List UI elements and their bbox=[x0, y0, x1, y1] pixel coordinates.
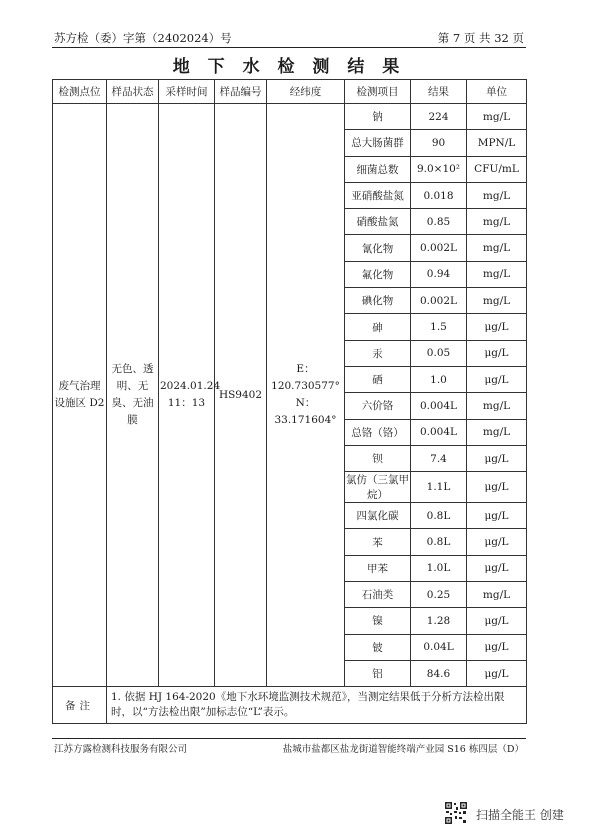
report-number: 苏方检（委）字第（2402024）号 bbox=[54, 31, 232, 45]
test-result: 0.002L bbox=[411, 235, 467, 261]
test-result: 0.05 bbox=[411, 340, 467, 366]
qr-code-icon bbox=[444, 801, 468, 825]
test-result: 0.004L bbox=[411, 393, 467, 419]
test-item: 氰化物 bbox=[345, 235, 411, 261]
test-result: 1.0L bbox=[411, 555, 467, 581]
test-item: 氟化物 bbox=[345, 261, 411, 287]
test-item: 总铬（铬） bbox=[345, 419, 411, 445]
test-unit: μg/L bbox=[467, 472, 527, 503]
note-row bbox=[53, 687, 527, 724]
test-item: 亚硝酸盐氮 bbox=[345, 182, 411, 208]
sample-clock: 11：13 bbox=[167, 397, 206, 410]
test-unit: mg/L bbox=[467, 582, 527, 608]
sample-date: 2024.01.24 bbox=[160, 380, 221, 393]
test-result: 84.6 bbox=[411, 660, 467, 686]
latitude: N：33.171604° bbox=[274, 397, 337, 427]
column-header: 单位 bbox=[467, 80, 527, 104]
test-result: 0.8L bbox=[411, 503, 467, 529]
test-unit: μg/L bbox=[467, 608, 527, 634]
test-result: 1.28 bbox=[411, 608, 467, 634]
test-unit: μg/L bbox=[467, 445, 527, 471]
column-header: 样品编号 bbox=[215, 80, 267, 104]
sample-no-cell bbox=[215, 104, 267, 687]
test-result: 1.5 bbox=[411, 314, 467, 340]
note-text: 1. 依据 HJ 164-2020《地下水环境监测技术规范》，当测定结果低于分析方法检出限时，以“方法检出限”加标志位“L”表示。 bbox=[107, 687, 527, 724]
longitude: E：120.730577° bbox=[271, 363, 340, 393]
test-result: 0.018 bbox=[411, 182, 467, 208]
table-row bbox=[53, 104, 527, 130]
test-item: 汞 bbox=[345, 340, 411, 366]
test-unit: mg/L bbox=[467, 288, 527, 314]
column-header: 经纬度 bbox=[267, 80, 345, 104]
test-unit: mg/L bbox=[467, 104, 527, 130]
test-unit: mg/L bbox=[467, 419, 527, 445]
location-text: 废气治理设施区 D2 bbox=[54, 380, 105, 410]
test-result: 0.04L bbox=[411, 634, 467, 660]
test-item: 六价铬 bbox=[345, 393, 411, 419]
test-item: 镍 bbox=[345, 608, 411, 634]
test-item: 钡 bbox=[345, 445, 411, 471]
company-name: 江苏方露检测科技服务有限公司 bbox=[54, 744, 188, 755]
test-result: 0.94 bbox=[411, 261, 467, 287]
test-unit: μg/L bbox=[467, 366, 527, 392]
test-unit: μg/L bbox=[467, 314, 527, 340]
footer-divider bbox=[52, 738, 526, 739]
column-header: 结果 bbox=[411, 80, 467, 104]
test-item: 四氯化碳 bbox=[345, 503, 411, 529]
test-unit: mg/L bbox=[467, 209, 527, 235]
test-item: 氯仿（三氯甲烷） bbox=[345, 472, 411, 503]
test-result: 0.002L bbox=[411, 288, 467, 314]
test-item: 钠 bbox=[345, 104, 411, 130]
page-header bbox=[54, 30, 524, 46]
results-table bbox=[52, 79, 527, 724]
test-item: 砷 bbox=[345, 314, 411, 340]
coordinates-cell bbox=[267, 104, 345, 687]
test-item: 铝 bbox=[345, 660, 411, 686]
test-result: 224 bbox=[411, 104, 467, 130]
test-result: 0.004L bbox=[411, 419, 467, 445]
test-item: 苯 bbox=[345, 529, 411, 555]
sample-state-cell bbox=[107, 104, 159, 687]
test-result: 0.85 bbox=[411, 209, 467, 235]
test-item: 硝酸盐氮 bbox=[345, 209, 411, 235]
page-title: 地 下 水 检 测 结 果 bbox=[172, 57, 406, 77]
test-unit: μg/L bbox=[467, 529, 527, 555]
test-result: 9.0×10² bbox=[411, 156, 467, 182]
test-result: 1.1L bbox=[411, 472, 467, 503]
test-result: 1.0 bbox=[411, 366, 467, 392]
sample-state-text: 无色、透明、无臭、无油膜 bbox=[111, 363, 154, 427]
test-unit: CFU/mL bbox=[467, 156, 527, 182]
test-unit: μg/L bbox=[467, 634, 527, 660]
column-header: 检测项目 bbox=[345, 80, 411, 104]
test-result: 90 bbox=[411, 130, 467, 156]
test-unit: μg/L bbox=[467, 660, 527, 686]
test-unit: μg/L bbox=[467, 503, 527, 529]
table-header-row bbox=[53, 80, 527, 104]
test-unit: mg/L bbox=[467, 261, 527, 287]
test-item: 铍 bbox=[345, 634, 411, 660]
page-footer bbox=[54, 741, 524, 755]
test-unit: mg/L bbox=[467, 182, 527, 208]
test-item: 甲苯 bbox=[345, 555, 411, 581]
location-cell bbox=[53, 104, 107, 687]
column-header: 检测点位 bbox=[53, 80, 107, 104]
test-item: 细菌总数 bbox=[345, 156, 411, 182]
test-item: 硒 bbox=[345, 366, 411, 392]
header-divider bbox=[52, 47, 526, 48]
test-unit: mg/L bbox=[467, 235, 527, 261]
test-result: 7.4 bbox=[411, 445, 467, 471]
page-number: 第 7 页 共 32 页 bbox=[437, 31, 524, 45]
note-label: 备注 bbox=[53, 687, 107, 724]
scanner-watermark: 扫描全能王 创建 bbox=[476, 808, 564, 822]
test-item: 石油类 bbox=[345, 582, 411, 608]
test-unit: MPN/L bbox=[467, 130, 527, 156]
test-unit: mg/L bbox=[467, 393, 527, 419]
company-address: 盐城市盐都区盐龙街道智能终端产业园 S16 栋四层（D） bbox=[282, 744, 524, 755]
column-header: 采样时间 bbox=[159, 80, 215, 104]
test-result: 0.8L bbox=[411, 529, 467, 555]
sample-number: HS9402 bbox=[218, 388, 263, 401]
column-header: 样品状态 bbox=[107, 80, 159, 104]
test-item: 总大肠菌群 bbox=[345, 130, 411, 156]
test-item: 碘化物 bbox=[345, 288, 411, 314]
test-unit: μg/L bbox=[467, 555, 527, 581]
test-result: 0.25 bbox=[411, 582, 467, 608]
test-unit: μg/L bbox=[467, 340, 527, 366]
sample-time-cell bbox=[159, 104, 221, 687]
